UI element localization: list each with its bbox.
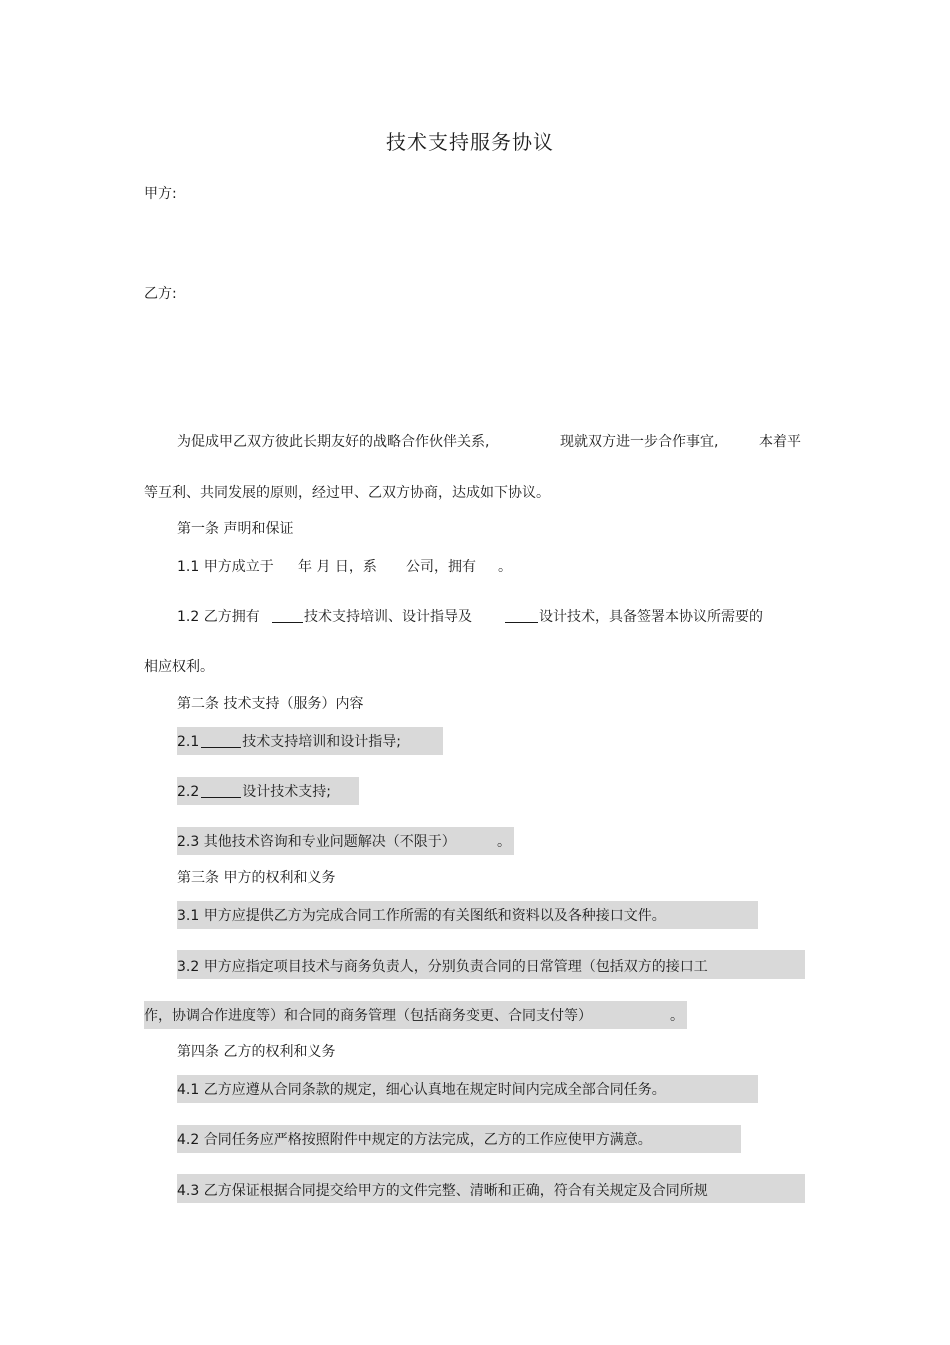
clause-2-2: [177, 782, 331, 802]
clause-1-2-cont: 相应权利。: [144, 659, 214, 675]
party-b-label: 乙方:: [144, 286, 177, 302]
clause-2-2-blank: [201, 783, 241, 798]
intro-part3: 本着平: [759, 434, 801, 450]
clause-4-3: 4.3 乙方保证根据合同提交给甲方的文件完整、清晰和正确，符合有关规定及合同所规: [177, 1183, 708, 1199]
clause-1-1-c: 公司，拥有: [406, 559, 476, 575]
clause-1-1-d: 。: [498, 559, 512, 575]
intro-part1: 为促成甲乙双方彼此长期友好的战略合作伙伴关系,: [177, 434, 490, 450]
article-3-heading: 第三条 甲方的权利和义务: [177, 870, 336, 886]
party-a-label: 甲方:: [144, 186, 177, 202]
clause-1-2-c: 设计技术，具备签署本协议所需要的: [539, 609, 763, 625]
document-title: 技术支持服务协议: [386, 130, 554, 154]
clause-2-3-b: 。: [497, 834, 511, 850]
clause-3-2-cont-a: 作，协调合作进度等）和合同的商务管理（包括商务变更、合同支付等）: [144, 1008, 592, 1024]
clause-1-2-b: 技术支持培训、设计指导及: [304, 609, 472, 625]
clause-1-1-a: 1.1 甲方成立于: [177, 559, 274, 575]
clause-4-1: 4.1 乙方应遵从合同条款的规定，细心认真地在规定时间内完成全部合同任务。: [177, 1082, 666, 1098]
clause-4-2: 4.2 合同任务应严格按照附件中规定的方法完成，乙方的工作应使甲方满意。: [177, 1132, 652, 1148]
clause-2-2-num: 2.2: [177, 784, 200, 800]
clause-2-1: [177, 732, 401, 752]
clause-2-1-num: 2.1: [177, 734, 200, 750]
clause-3-2: 3.2 甲方应指定项目技术与商务负责人，分别负责合同的日常管理（包括双方的接口工: [177, 959, 708, 975]
intro-part2: 现就双方进一步合作事宜,: [560, 434, 719, 450]
clause-2-3-a: 2.3 其他技术咨询和专业问题解决（不限于）: [177, 834, 456, 850]
clause-1-2-blank2: [505, 607, 538, 627]
clause-2-1-text: 技术支持培训和设计指导;: [242, 734, 401, 750]
clause-1-1-b: 年 月 日，系: [298, 559, 377, 575]
clause-1-2-a: 1.2 乙方拥有: [177, 609, 260, 625]
article-2-heading: 第二条 技术支持（服务）内容: [177, 696, 364, 712]
clause-3-2-cont-b: 。: [670, 1008, 684, 1024]
clause-2-1-blank: [201, 733, 241, 748]
clause-1-2-blank1: [272, 607, 303, 627]
intro-line2: 等互利、共同发展的原则，经过甲、乙双方协商，达成如下协议。: [144, 485, 550, 501]
article-4-heading: 第四条 乙方的权利和义务: [177, 1044, 336, 1060]
clause-3-1: 3.1 甲方应提供乙方为完成合同工作所需的有关图纸和资料以及各种接口文件。: [177, 908, 666, 924]
clause-2-2-text: 设计技术支持;: [242, 784, 331, 800]
article-1-heading: 第一条 声明和保证: [177, 521, 294, 537]
